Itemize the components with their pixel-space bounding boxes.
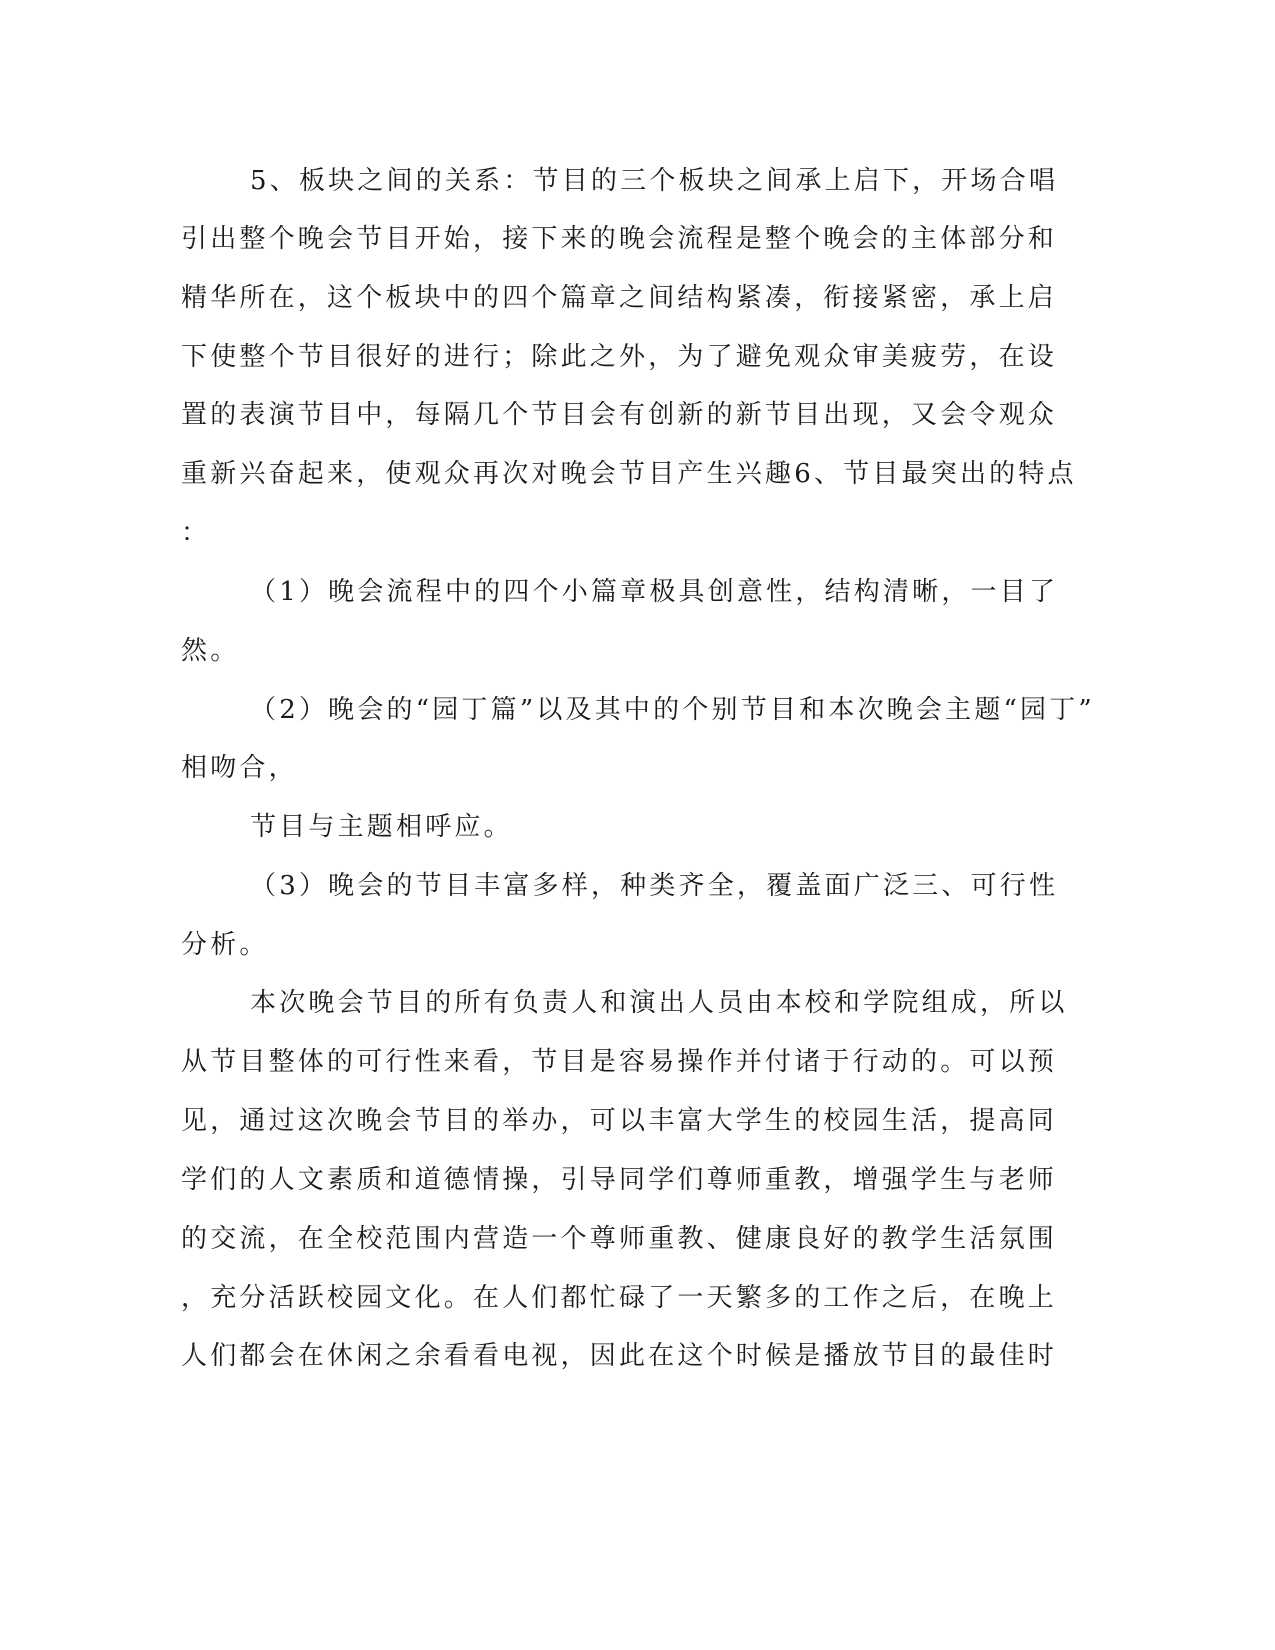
paragraph-line: 节目与主题相呼应。 <box>250 812 513 842</box>
paragraph-line: （2）晚会的“园丁篇”以及其中的个别节目和本次晚会主题“园丁” <box>250 695 1095 725</box>
paragraph-line: ： <box>181 518 211 548</box>
paragraph-line: 分析。 <box>181 930 269 960</box>
paragraph-line: 重新兴奋起来，使观众再次对晚会节目产生兴趣6、节目最突出的特点 <box>181 459 1077 489</box>
paragraph-line: 学们的人文素质和道德情操，引导同学们尊师重教，增强学生与老师 <box>181 1165 1058 1195</box>
paragraph-line: 从节目整体的可行性来看，节目是容易操作并付诸于行动的。可以预 <box>181 1047 1058 1077</box>
paragraph-line: 置的表演节目中，每隔几个节目会有创新的新节目出现，又会令观众 <box>181 400 1058 430</box>
paragraph-line: 下使整个节目很好的进行；除此之外，为了避免观众审美疲劳，在设 <box>181 342 1058 372</box>
paragraph-line: 精华所在，这个板块中的四个篇章之间结构紧凑，衔接紧密，承上启 <box>181 283 1058 313</box>
paragraph-line: （3）晚会的节目丰富多样，种类齐全，覆盖面广泛三、可行性 <box>250 871 1059 901</box>
paragraph-line: 5、板块之间的关系：节目的三个板块之间承上启下，开场合唱 <box>250 166 1059 196</box>
paragraph-line: 人们都会在休闲之余看看电视，因此在这个时候是播放节目的最佳时 <box>181 1341 1058 1371</box>
paragraph-line: 本次晚会节目的所有负责人和演出人员由本校和学院组成，所以 <box>250 988 1068 1018</box>
paragraph-line: 引出整个晚会节目开始，接下来的晚会流程是整个晚会的主体部分和 <box>181 224 1058 254</box>
paragraph-line: 相吻合， <box>181 753 298 783</box>
paragraph-line: （1）晚会流程中的四个小篇章极具创意性，结构清晰，一目了 <box>250 577 1059 607</box>
paragraph-line: 的交流，在全校范围内营造一个尊师重教、健康良好的教学生活氛围 <box>181 1224 1058 1254</box>
paragraph-line: 然。 <box>181 636 240 666</box>
paragraph-line: 见，通过这次晚会节目的举办，可以丰富大学生的校园生活，提高同 <box>181 1106 1058 1136</box>
paragraph-line: ，充分活跃校园文化。在人们都忙碌了一天繁多的工作之后，在晚上 <box>181 1283 1058 1313</box>
